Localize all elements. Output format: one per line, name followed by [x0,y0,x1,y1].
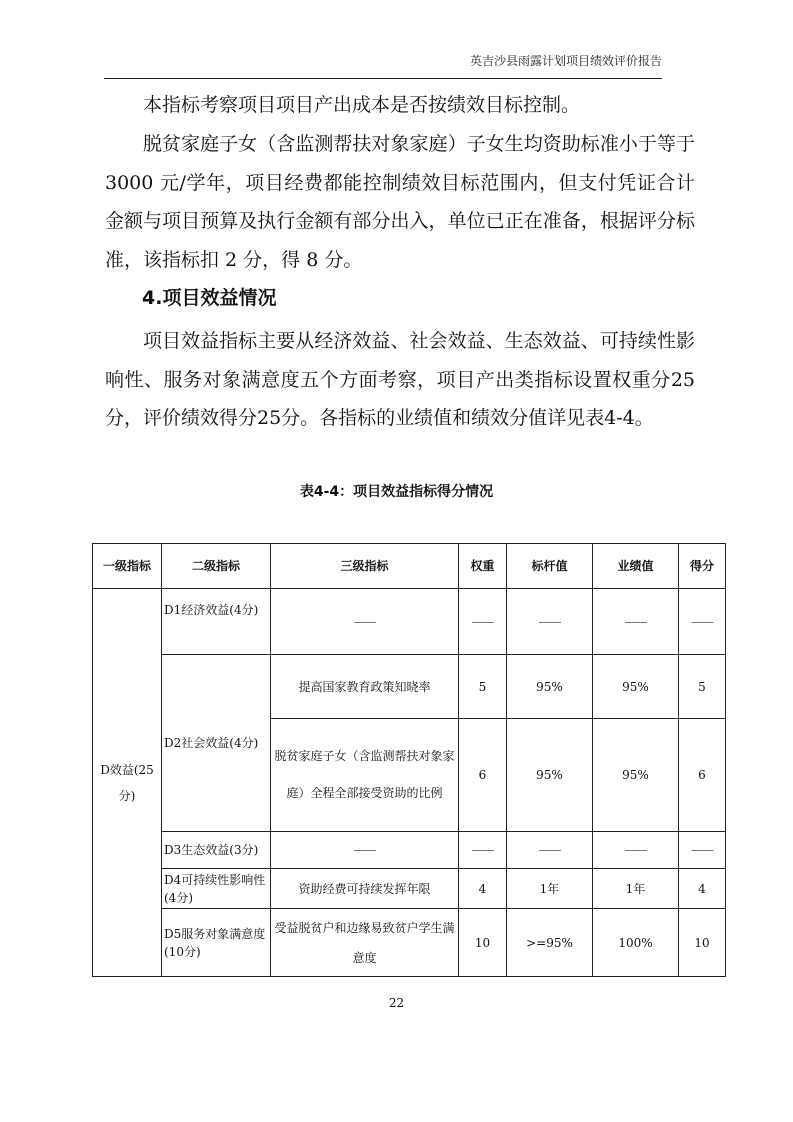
level3-cell: 提高国家教育政策知晓率 [271,655,459,719]
header-level1: 一级指标 [93,544,162,589]
score-cell: 5 [679,655,726,719]
benefit-score-table [92,543,726,977]
level1-text: D效益(25分) [100,762,154,803]
dash-cell: —— [271,589,459,655]
benchmark-cell: 95% [507,655,593,719]
weight-cell: 10 [459,909,507,977]
benchmark-cell: >=95% [507,909,593,977]
dash-cell: —— [507,832,593,869]
level3-cell: 资助经费可持续发挥年限 [271,869,459,909]
weight-cell: 4 [459,869,507,909]
score-cell: 4 [679,869,726,909]
level2-cell: D2社会效益(4分) [162,655,271,832]
dash-cell: —— [593,589,679,655]
paragraph-benefit-summary: 项目效益指标主要从经济效益、社会效益、生态效益、可持续性影响性、服务对象满意度五个方面考察，项目产出类指标设置权重分25分，评价绩效得分25分。各指标的业绩值和绩效分值详见表4-4。 [105,330,695,429]
dash-cell: —— [459,832,507,869]
actual-cell: 1年 [593,869,679,909]
dash-cell: —— [679,832,726,869]
actual-cell: 95% [593,655,679,719]
dash-cell: —— [459,589,507,655]
header-score: 得分 [679,544,726,589]
level3-cell: 受益脱贫户和边缘易致贫户学生满意度 [271,909,459,977]
actual-cell: 95% [593,719,679,832]
header-benchmark: 标杆值 [507,544,593,589]
table-caption: 表4-4：项目效益指标得分情况 [299,484,494,500]
actual-cell: 100% [593,909,679,977]
level2-cell: D3生态效益(3分) [162,832,271,869]
header-level2: 二级指标 [162,544,271,589]
dash-cell: —— [593,832,679,869]
weight-cell: 5 [459,655,507,719]
dash-cell: —— [507,589,593,655]
level2-cell: D4可持续性影响性(4分) [162,869,271,909]
paragraph-cost-detail: 脱贫家庭子女（含监测帮扶对象家庭）子女生均资助标准小于等于 3000 元/学年，项目经费都能控制绩效目标范围内，但支付凭证合计金额与项目预算及执行金额有部分出入，单位已正在准备，根据评分标准，该指标扣 2 分，得 8 分。 [105,133,695,271]
benchmark-cell: 1年 [507,869,593,909]
score-cell: 10 [679,909,726,977]
level2-cell: D1经济效益(4分) [162,589,271,655]
header-weight: 权重 [459,544,507,589]
section-heading: 4.项目效益情况 [142,287,277,309]
table-row [93,869,726,909]
page-header: 英吉沙县雨露计划项目绩效评价报告 [469,54,662,68]
header-actual: 业绩值 [593,544,679,589]
paragraph-cost-control: 本指标考察项目项目产出成本是否按绩效目标控制。 [143,94,581,116]
table-header-row [93,544,726,589]
dash-cell: —— [271,832,459,869]
benchmark-cell: 95% [507,719,593,832]
header-divider [104,78,662,79]
level2-cell: D5服务对象满意度(10分) [162,909,271,977]
table-row [93,589,726,655]
score-cell: 6 [679,719,726,832]
table-row [93,909,726,977]
level1-cell [93,589,162,977]
dash-cell: —— [679,589,726,655]
table-row [93,832,726,869]
weight-cell: 6 [459,719,507,832]
level3-cell: 脱贫家庭子女（含监测帮扶对象家庭）全程全部接受资助的比例 [271,719,459,832]
header-level3: 三级指标 [271,544,459,589]
table-row [93,655,726,719]
page-number: 22 [388,996,405,1010]
